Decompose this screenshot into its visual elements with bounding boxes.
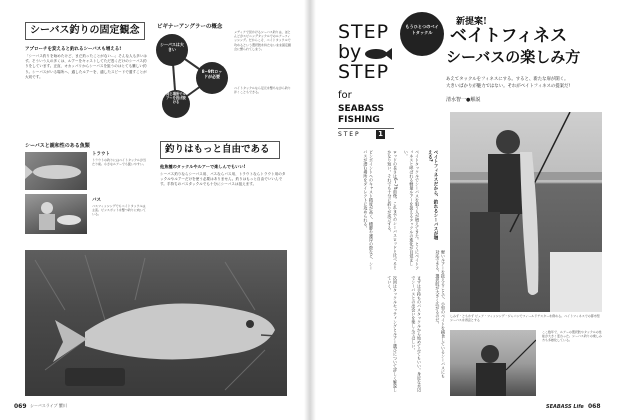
fish1-name: トラウト — [92, 152, 110, 157]
section2-body: シーバス釣りならシーバス用、バスならバス用、トラウトならトラウト用のタックルやルアーだけを使う必要はありません。釣りはもっと自由でいいんです。手持ちのバスタックルでも十分にシーバスは狙えます。 — [160, 172, 286, 187]
angler-photo — [450, 112, 602, 312]
beginner-body: メディアで見かけるシーバス釣りは、ほとんどがスピニングタックルでのルアーフィッシング。だからこそ、ベイトタックルで攻めるという選択肢を持たないまま固定観念に縛られてしまう。 — [234, 30, 292, 51]
trout-photo — [25, 152, 87, 190]
inset-photo — [450, 330, 536, 396]
side-text: ここ数年で、ルアーの選択肢やタックルの性能が大きく変わった。シーバス釣りの楽しみ方も多様化している。 — [542, 330, 602, 343]
body-column-6: 次回はタックルセッティングとルアー選びについて詳しく解説していく。 — [387, 276, 398, 392]
right-footer-page: 068 — [588, 403, 601, 410]
step-line1: STEP — [338, 21, 390, 43]
diagram-node-top-label: シーバスは大きい — [160, 42, 184, 52]
main-title-line2: シーバスの楽しみ方 — [446, 48, 581, 66]
fish-heading: シーバスと親和性のある魚類 — [25, 143, 90, 149]
diagram-caption: ベイトタックルなら足元を撃ちながら釣り歩くこともできる。 — [234, 86, 291, 95]
step-label: S T E P — [338, 131, 359, 138]
photo-caption: しみず・ともかず ピュア・フィッシング・ジャパンでフィールドテスターを務める。ベイトフィネスでの都市型シーバスを得意とする — [450, 314, 600, 323]
fish2-body: バスフィッシングでもベイトタックルは主流。ピンスポットを撃つ釣りに向いている。 — [92, 204, 146, 217]
left-footer-page: 069 — [14, 403, 27, 410]
page-gutter — [304, 0, 316, 420]
author: 清水智一●解説 — [446, 97, 481, 103]
beginner-title: ビギナーアングラーの概念 — [157, 24, 223, 30]
section1-title: シーバス釣りの固定観念 — [25, 22, 145, 40]
lead-body: 「シーバス釣りを始めたけど、まだ釣ったことがない…」そんな人も多いはず。そういう人の多くは、ルアーをキャストしてただ巻くだけのシーバス釣りをしています。正直、オカッパリからシーバスを狙うのはとても難しい釣り。シーバスがいる場所へ、適したルアーを、適したスピードで通すことが大切です。 — [25, 54, 148, 79]
right-footer-logo: SEABASS Life — [546, 404, 584, 410]
step-line2: by — [338, 41, 362, 63]
intro-column: ベイトフィネスだから、釣れるシーバスが増える? — [427, 150, 438, 240]
lead-heading: アプローチを変えると釣れるシーバスも増える! — [25, 47, 122, 52]
new-proposal: 新提案! — [456, 17, 487, 27]
subtitle-line1: あえてタックルをフィネスにする。すると、新たな扉が開く。 — [446, 77, 569, 82]
body-column-1: ベイトタックルでシーバスを狙う人が増えてきた。とくにベイトフィネスと呼ばれる軽量ルアーを扱えるタックルの進化が目覚ましい。 — [403, 150, 420, 270]
section2-title: 釣りはもっと自由である — [160, 141, 280, 159]
diagram-node-left-label: 同じ場所でルアーを投げ続ける — [166, 92, 186, 105]
body-column-3: ピンポイントへのキャスト精度が高く、橋脚や護岸の際など、シーバスが潜む場所をダイレクトに攻められる。 — [363, 150, 374, 270]
subtitle-line2: 大きいばかりが魅力ではない。それがベイトフィネスの提案だ! — [446, 84, 571, 89]
badge-text: もうひとつのベイトタックル — [405, 24, 439, 35]
section2-sub: 他魚種のタックルやルアーで楽しんでもいい! — [160, 164, 246, 169]
seabass-line2: FISHING — [338, 115, 380, 125]
fish2-name: バス — [92, 198, 101, 203]
body-column-2: ロッドの長さは6~7ft前後。これまでのシーバスロッドと比べるとかなり短い。それでも十分に釣りが成立する。 — [387, 150, 398, 270]
step-line3: STEP — [338, 61, 390, 83]
diagram-node-right-label: 8~9ftロッドが必要 — [201, 69, 223, 79]
body-column-4: 軽いルアーを扱えることで、小型のベイトを捕食しているシーバスにも対応できる。選択肢が大きく広がるのだ。 — [435, 250, 446, 378]
seabass-line1: SEABASS — [338, 104, 384, 114]
body-column-5: まずは手持ちのバスタックルから始めてみてもいい。身近な水辺でシーバスとの出会いを楽しんでほしい。 — [411, 276, 422, 392]
right-page — [316, 0, 620, 420]
bass-photo — [25, 194, 87, 234]
step-divider — [338, 128, 394, 129]
left-page — [0, 0, 308, 420]
step-number: 1 — [376, 130, 385, 139]
seabass-photo — [25, 250, 287, 396]
for-label: for — [338, 90, 352, 101]
fish1-body: トラウトの釣りにはベイトタックルが当たり前。小さなルアーでも扱いやすい。 — [92, 158, 146, 167]
left-footer-title: シーバスライブ 蟹川 — [30, 403, 67, 408]
main-title-line1: ベイトフィネス — [450, 26, 568, 46]
